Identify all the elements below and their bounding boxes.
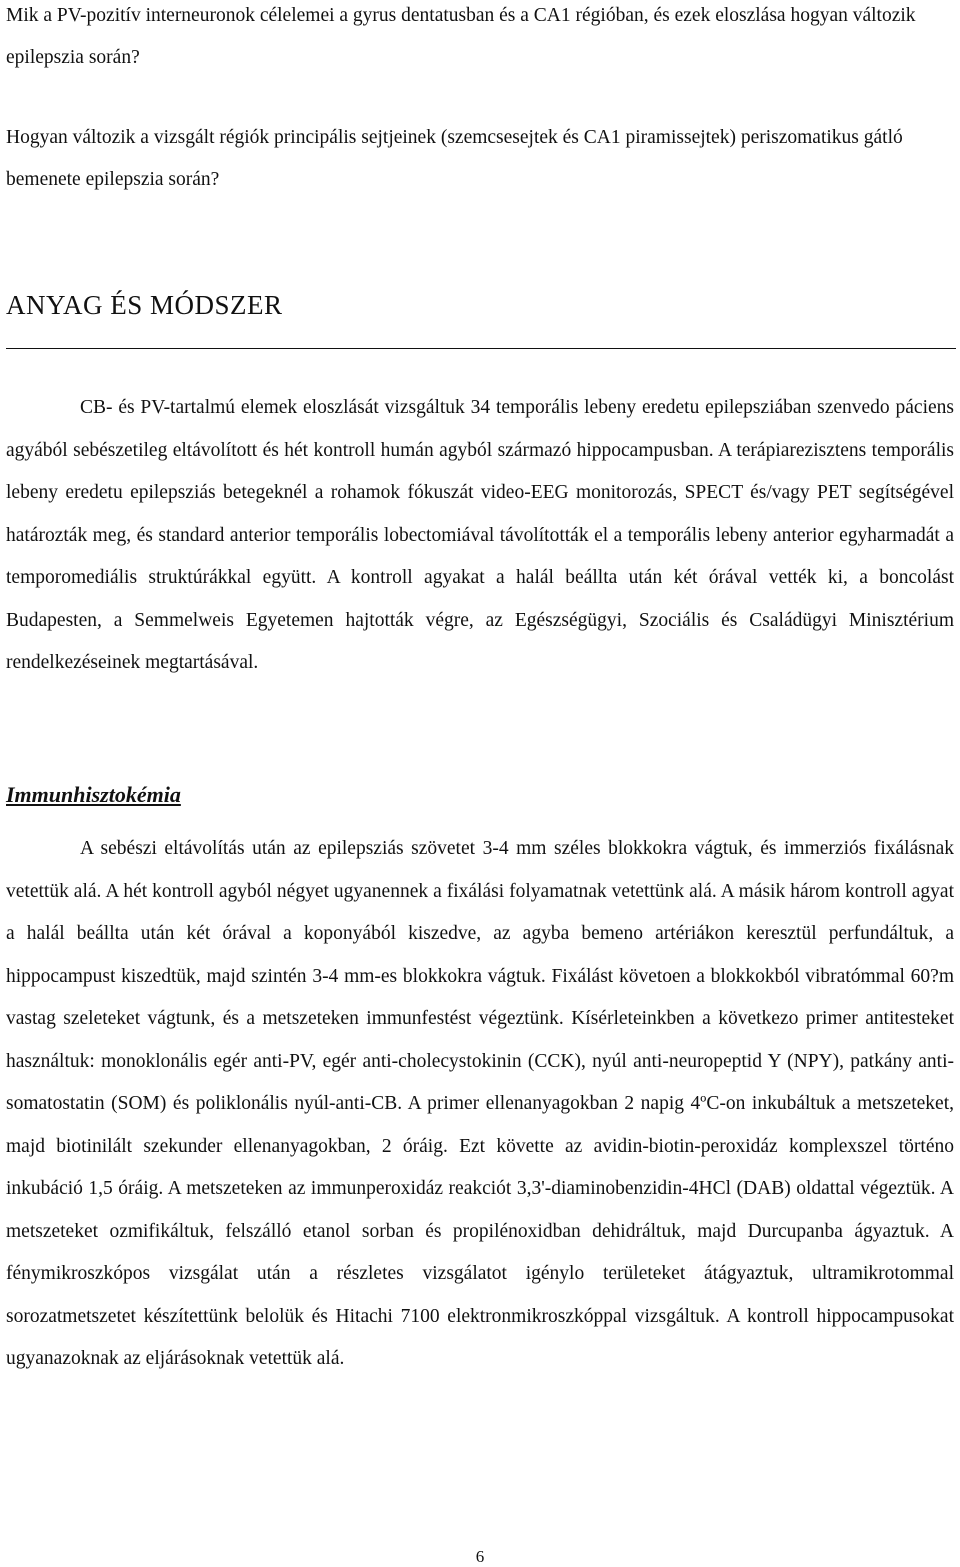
page-number: 6 [475,1547,485,1566]
section-heading: ANYAG ÉS MÓDSZER [6,290,283,320]
methods-paragraph: CB- és PV-tartalmú elemek eloszlását vizsgáltuk 34 temporális lebeny eredetu epilepsziában szenvedo páciens agyából sebészetileg eltávolított és hét kontroll humán agyból származó hippocampusban. A terápiarezisztens temporális lebeny eredetu epilepsziás betegeknél a rohamok fókuszát video-EEG monitorozás, SPECT és/vagy PET segítségével határozták meg, és standard anterior temporális lobectomiával távolították el a temporális lebeny anterior egyharmadát a temporomediális struktúrákkal együtt. A kontroll agyakat a halál beállta után két órával vették ki, a boncolást Budapesten, a Semmelweis Egyetemen hajtották végre, az Egészségügyi, Szociális és Családügyi Minisztérium rendelkezéseinek megtartásával. [6,397,954,673]
research-question-2: Hogyan változik a vizsgált régiók principális sejtjeinek (szemcsesejtek és CA1 piramissejtek) periszomatikus gátló bemenete epilepszia során? [6,127,903,190]
subsection-heading: Immunhisztokémia [6,782,181,807]
section-divider [6,348,956,349]
immunohistochemistry-paragraph: A sebészi eltávolítás után az epilepsziás szövetet 3-4 mm széles blokkokra vágtuk, és immerziós fixálásnak vetettük alá. A hét kontroll agyból négyet ugyanennek a fixálási folyamatnak vetettünk alá. A másik három kontroll agyat a halál beállta után két órával a koponyából kiszedve, az agyba bemeno artériákon keresztül perfundáltuk, a hippocampust kiszedtük, majd szintén 3-4 mm-es blokkokra vágtuk. Fixálást követoen a blokkokból vibratómmal 60?m vastag szeleteket vágtunk, és a metszeteken immunfestést végeztünk. Kísérleteinkben a következo primer antitesteket használtuk: monoklonális egér anti-PV, egér anti-cholecystokinin (CCK), nyúl anti-neuropeptid Y (NPY), patkány anti-somatostatin (SOM) és poliklonális nyúl-anti-CB. A primer ellenanyagokban 2 napig 4ºC-on inkubáltuk a metszeteket, majd biotinilált szekunder ellenanyagokban, 2 óráig. Ezt követte az avidin-biotin-peroxidáz komplexszel történo inkubáció 1,5 óráig. A metszeteken az immunperoxidáz reakciót 3,3'-diaminobenzidin-4HCl (DAB) oldattal végeztük. A metszeteket ozmifikáltuk, felszálló etanol sorban és propilénoxidban dehidráltuk, majd Durcupanba ágyaztuk. A fénymikroszkópos vizsgálat után a részletes vizsgálatot igénylo területeket átágyaztuk, ultramikrotommal sorozatmetszetet készítettünk belolük és Hitachi 7100 elektronmikroszkóppal vizsgáltuk. A kontroll hippocampusokat ugyanazoknak az eljárásoknak vetettük alá. [6,838,954,1369]
research-question-1: Mik a PV-pozitív interneuronok célelemei a gyrus dentatusban és a CA1 régióban, és ezek eloszlása hogyan változik epilepszia során? [6,5,916,68]
